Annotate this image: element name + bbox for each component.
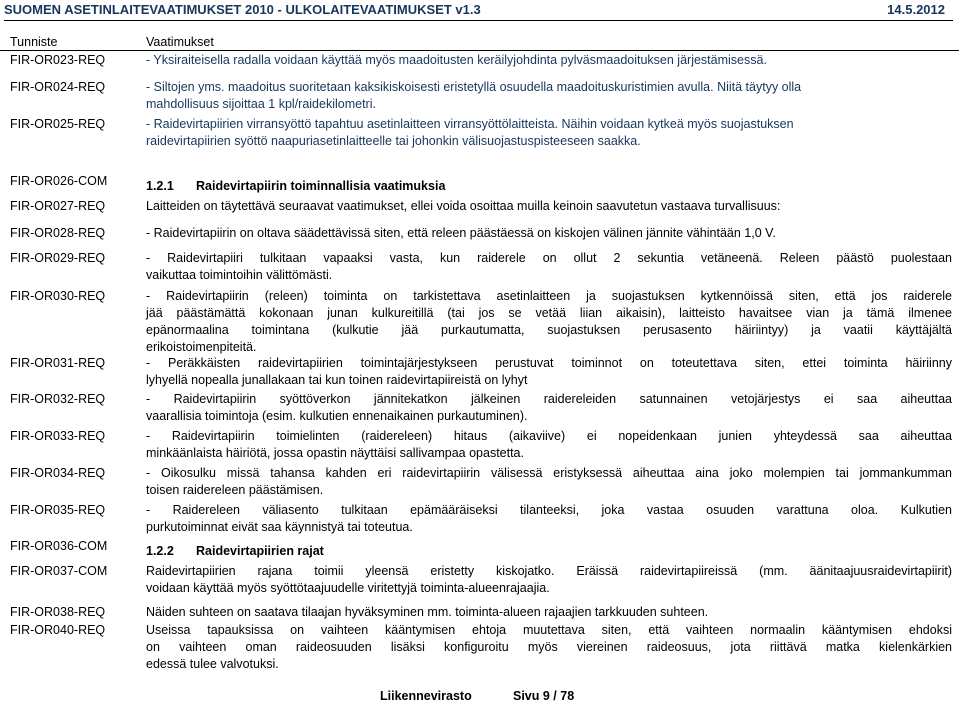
req-id: FIR-OR034-REQ [10, 466, 106, 480]
req-text: Useissa tapauksissa on vaihteen kääntymisen ehtoja muutettava siten, että vaihteen normaalin kääntymisen ehdoksi [146, 623, 952, 637]
req-id: FIR-OR027-REQ [10, 199, 106, 213]
header-date: 14.5.2012 [887, 2, 945, 17]
req-text: purkutoiminnat eivät saa käynnistyä tai toteutua. [146, 520, 413, 534]
section-number: 1.2.2 [146, 544, 174, 558]
section-title: Raidevirtapiirin toiminnallisia vaatimuksia [196, 179, 446, 193]
req-text: raidevirtapiirien syöttö naapuriasetinlaitteelle tai johonkin välisuojastuspisteeseen saakka. [146, 134, 641, 148]
req-text: minkäänlaista häiriötä, jossa opastin näyttäisi sallivampaa opastetta. [146, 446, 524, 460]
req-text: - Yksiraiteisella radalla voidaan käyttää myös maadoitusten keräilyjohdinta pylväsmaadoituksen järjestämisessä. [146, 53, 767, 67]
req-id: FIR-OR037-COM [10, 564, 108, 578]
req-text: - Raidevirtapiirin toimielinten (raidereleen) hitaus (aikaviive) ei nopeidenkaan junien yhteydessä saa aiheuttaa [146, 429, 952, 443]
section-heading [146, 178, 952, 195]
req-text: Laitteiden on täytettävä seuraavat vaatimukset, ellei voida osoittaa muilla keinoin saavutetun vastaava turvallisuus: [146, 199, 781, 213]
req-text: lyhyellä nopealla junallakaan tai kun toinen raidevirtapiireistä on lyhyt [146, 373, 528, 387]
req-id: FIR-OR040-REQ [10, 623, 106, 637]
req-text: on vaihteen oman raideosuuden lisäksi konfiguroitu myös viereinen raideosuus, jota riittävä matka kielenkärkien [146, 640, 952, 654]
req-id: FIR-OR030-REQ [10, 289, 106, 303]
col-header-text: Vaatimukset [146, 35, 214, 49]
req-id: FIR-OR029-REQ [10, 251, 106, 265]
footer-page-number: Sivu 9 / 78 [513, 689, 575, 703]
req-id: FIR-OR032-REQ [10, 392, 106, 406]
req-text: - Raidevirtapiiri tulkitaan vapaaksi vasta, kun raiderele on ollut 2 sekuntia vetäneenä. Releen päästö puolestaan [146, 251, 952, 265]
req-id: FIR-OR031-REQ [10, 356, 106, 370]
req-text: - Raidevirtapiirin (releen) toiminta on tarkistettava asetinlaitteen ja suojastuksen kytkennöissä siten, että jos raiderele [146, 289, 952, 303]
req-id: FIR-OR026-COM [10, 174, 108, 188]
req-id: FIR-OR033-REQ [10, 429, 106, 443]
req-text: - Peräkkäisten raidevirtapiirien toimintajärjestykseen perustuvat toiminnot on toteutettava siten, ettei toiminta häiriinny [146, 356, 952, 370]
req-id: FIR-OR023-REQ [10, 53, 106, 67]
req-text: - Raidevirtapiirien virransyöttö tapahtuu asetinlaitteen virransyöttölaitteista. Näihin voidaan kytkeä myös suojastuksen [146, 117, 794, 131]
req-text: epänormaalina toimintana (kulkutie jää purkautumatta, suojastuksen perusasento häiriintyy) ja vaatii käyttäjältä [146, 323, 952, 337]
footer-org: Liikennevirasto [380, 689, 472, 703]
req-text: - Siltojen yms. maadoitus suoritetaan kaksikiskoisesti eristetyllä osuudella maadoituskuristimien avulla. Niitä täytyy olla [146, 80, 802, 94]
req-text: jää päästämättä kokonaan junan kulkureitillä (tai jos se vetää liian aikaisin), laitteisto havaitsee vian ja tämä ilmenee [146, 306, 952, 320]
header-title: SUOMEN ASETINLAITEVAATIMUKSET 2010 - ULKOLAITEVAATIMUKSET v1.3 [4, 2, 481, 17]
req-text: Näiden suhteen on saatava tilaajan hyväksyminen mm. toiminta-alueen rajaajien tarkkuuden suhteen. [146, 605, 709, 619]
section-number: 1.2.1 [146, 179, 174, 193]
req-text: toisen raidereleen päästämisen. [146, 483, 324, 497]
req-id: FIR-OR036-COM [10, 539, 108, 553]
req-text: - Oikosulku missä tahansa kahden eri raidevirtapiirin välisessä eristyksessä aiheuttaa aina joko molempien tai jommankumman [146, 466, 952, 480]
header-separator [0, 50, 959, 51]
req-id: FIR-OR035-REQ [10, 503, 106, 517]
req-text: vaikuttaa toimintoihin välittömästi. [146, 268, 333, 282]
page-header [4, 0, 953, 21]
req-id: FIR-OR028-REQ [10, 226, 106, 240]
req-text: erikoistoimenpiteitä. [146, 340, 257, 354]
req-text: edessä tulee valvotuksi. [146, 657, 279, 671]
req-text: - Raidevirtapiirin on oltava säädettävissä siten, että releen päästäessä on kiskojen välinen jännite vähintään 1,0 V. [146, 226, 776, 240]
req-text: - Raidevirtapiirin syöttöverkon jännitekatkon jälkeinen raidereleiden satunnainen vetojärjestys ei saa aiheuttaa [146, 392, 952, 406]
req-id: FIR-OR024-REQ [10, 80, 106, 94]
section-heading [146, 543, 952, 560]
req-text: - Raidereleen väliasento tulkitaan epämääräiseksi tilanteeksi, joka vastaa osuuden varattuna oloa. Kulkutien [146, 503, 952, 517]
req-text: mahdollisuus sijoittaa 1 kpl/raidekilometri. [146, 97, 376, 111]
req-text: voidaan käyttää myös syöttötaajuudelle viritettyjä toiminta-alueenrajaajia. [146, 581, 550, 595]
req-id: FIR-OR038-REQ [10, 605, 106, 619]
req-text: Raidevirtapiirien rajana toimii yleensä eristetty kiskojatko. Eräissä raidevirtapiireissä (mm. äänitaajuusraidevirtapiirit) [146, 564, 952, 578]
req-id: FIR-OR025-REQ [10, 117, 106, 131]
col-header-id: Tunniste [10, 35, 58, 49]
section-title: Raidevirtapiirien rajat [196, 544, 324, 558]
req-text: vaarallisia toimintoja (esim. kulkutien ennenaikainen purkautuminen). [146, 409, 528, 423]
